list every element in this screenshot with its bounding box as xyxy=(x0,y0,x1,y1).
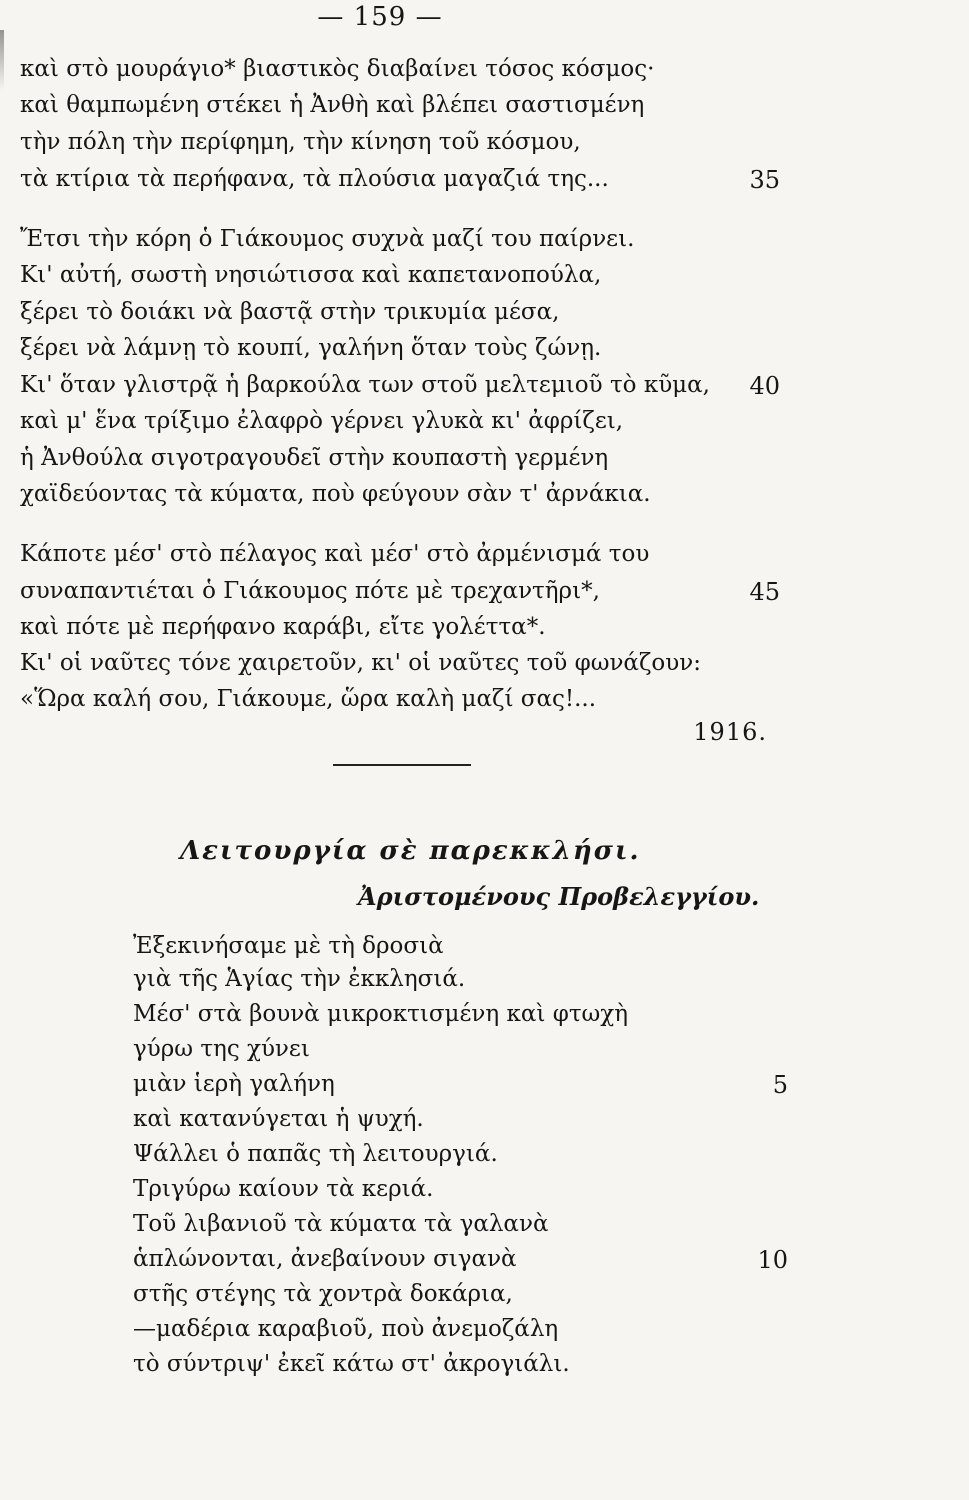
verse-text: χαϊδεύοντας τὰ κύματα, ποὺ φεύγουν σὰν τ' ἀρνάκια. xyxy=(20,481,651,507)
verse-text: Ἔτσι τὴν κόρη ὁ Γιάκουμος συχνὰ μαζί του παίρνει. xyxy=(20,226,635,252)
margin-pencil-mark xyxy=(0,30,4,90)
verse-line xyxy=(133,1351,788,1379)
page-number: — 159 — xyxy=(317,2,443,32)
poem-author: Ἀριστομένους Προβελεγγίου. xyxy=(358,882,760,911)
verse-line xyxy=(20,56,780,84)
verse-line xyxy=(20,129,780,157)
verse-line xyxy=(133,933,788,961)
verse-text: γιὰ τῆς Ἁγίας τὴν ἐκκλησιά. xyxy=(133,966,466,992)
verse-text: —μαδέρια καραβιοῦ, ποὺ ἀνεμοζάλη xyxy=(133,1316,559,1342)
verse-line xyxy=(133,1071,788,1099)
verse-line xyxy=(133,1141,788,1169)
verse-text: Κάποτε μέσ' στὸ πέλαγος καὶ μέσ' στὸ ἀρμένισμά του xyxy=(20,541,650,567)
verse-text: καὶ θαμπωμένη στέκει ἡ Ἀνθὴ καὶ βλέπει σαστισμένη xyxy=(20,92,645,118)
verse-text: Μέσ' στὰ βουνὰ μικροκτισμένη καὶ φτωχὴ xyxy=(133,1001,629,1027)
verse-text: ξέρει νὰ λάμνῃ τὸ κουπί, γαλήνη ὅταν τοὺς ζώνῃ. xyxy=(20,335,602,361)
verse-line xyxy=(20,481,780,509)
verse-line xyxy=(20,92,780,120)
verse-text: καὶ κατανύγεται ἡ ψυχή. xyxy=(133,1106,424,1132)
verse-line xyxy=(133,966,788,994)
verse-line xyxy=(20,408,780,436)
verse-line xyxy=(133,1211,788,1239)
verse-text: τὸ σύντριψ' ἐκεῖ κάτω στ' ἀκρογιάλι. xyxy=(133,1351,570,1377)
verse-line xyxy=(20,445,780,473)
verse-line xyxy=(20,650,780,678)
verse-line xyxy=(20,578,780,606)
poem-date: 1916. xyxy=(693,718,767,746)
verse-text: συναπαντιέται ὁ Γιάκουμος πότε μὲ τρεχαντῆρι*, xyxy=(20,578,600,604)
verse-line xyxy=(133,1001,788,1029)
line-number: 35 xyxy=(749,166,780,194)
verse-line xyxy=(20,166,780,194)
verse-line xyxy=(133,1316,788,1344)
poem-title: Λειτουργία σὲ παρεκκλήσι. xyxy=(180,836,641,866)
verse-text: ξέρει τὸ δοιάκι νὰ βαστᾷ στὴν τρικυμία μέσα, xyxy=(20,299,560,325)
verse-text: Κι' αὐτή, σωστὴ νησιώτισσα καὶ καπετανοπούλα, xyxy=(20,262,602,288)
verse-line xyxy=(133,1281,788,1309)
verse-line xyxy=(20,614,780,642)
verse-text: Ψάλλει ὁ παπᾶς τὴ λειτουργιά. xyxy=(133,1141,498,1167)
verse-text: Τριγύρω καίουν τὰ κεριά. xyxy=(133,1176,434,1202)
verse-line xyxy=(20,262,780,290)
verse-text: τὴν πόλη τὴν περίφημη, τὴν κίνηση τοῦ κόσμου, xyxy=(20,129,581,155)
verse-text: μιὰν ἱερὴ γαλήνη xyxy=(133,1071,335,1097)
verse-line xyxy=(20,686,780,714)
verse-line xyxy=(20,299,780,327)
verse-text: τὰ κτίρια τὰ περήφανα, τὰ πλούσια μαγαζιά της... xyxy=(20,166,609,192)
verse-line xyxy=(133,1036,788,1064)
verse-line xyxy=(133,1106,788,1134)
verse-line xyxy=(20,335,780,363)
verse-text: ἁπλώνονται, ἀνεβαίνουν σιγανὰ xyxy=(133,1246,517,1272)
verse-text: Τοῦ λιβανιοῦ τὰ κύματα τὰ γαλανὰ xyxy=(133,1211,549,1237)
section-divider xyxy=(333,764,471,766)
verse-text: «Ὥρα καλή σου, Γιάκουμε, ὥρα καλὴ μαζί σας!... xyxy=(20,686,597,712)
verse-line xyxy=(133,1176,788,1204)
line-number: 5 xyxy=(772,1071,788,1099)
verse-text: Ἐξεκινήσαμε μὲ τὴ δροσιὰ xyxy=(133,933,444,959)
verse-text: ἡ Ἀνθούλα σιγοτραγουδεῖ στὴν κουπαστὴ γερμένη xyxy=(20,445,609,471)
verse-line xyxy=(20,541,780,569)
verse-line xyxy=(133,1246,788,1274)
line-number: 40 xyxy=(749,372,780,400)
line-number: 10 xyxy=(757,1246,788,1274)
verse-text: καὶ μ' ἕνα τρίξιμο ἐλαφρὸ γέρνει γλυκὰ κι' ἀφρίζει, xyxy=(20,408,624,434)
verse-text: καὶ στὸ μουράγιο* βιαστικὸς διαβαίνει τόσος κόσμος· xyxy=(20,56,655,82)
verse-text: καὶ πότε μὲ περήφανο καράβι, εἴτε γολέττα*. xyxy=(20,614,546,640)
verse-line xyxy=(20,372,780,400)
verse-text: γύρω της χύνει xyxy=(133,1036,310,1062)
verse-text: στῆς στέγης τὰ χοντρὰ δοκάρια, xyxy=(133,1281,513,1307)
verse-text: Κι' οἱ ναῦτες τόνε χαιρετοῦν, κι' οἱ ναῦτες τοῦ φωνάζουν: xyxy=(20,650,701,676)
verse-text: Κι' ὅταν γλιστρᾷ ἡ βαρκούλα των στοῦ μελτεμιοῦ τὸ κῦμα, xyxy=(20,372,710,398)
line-number: 45 xyxy=(749,578,780,606)
verse-line xyxy=(20,226,780,254)
